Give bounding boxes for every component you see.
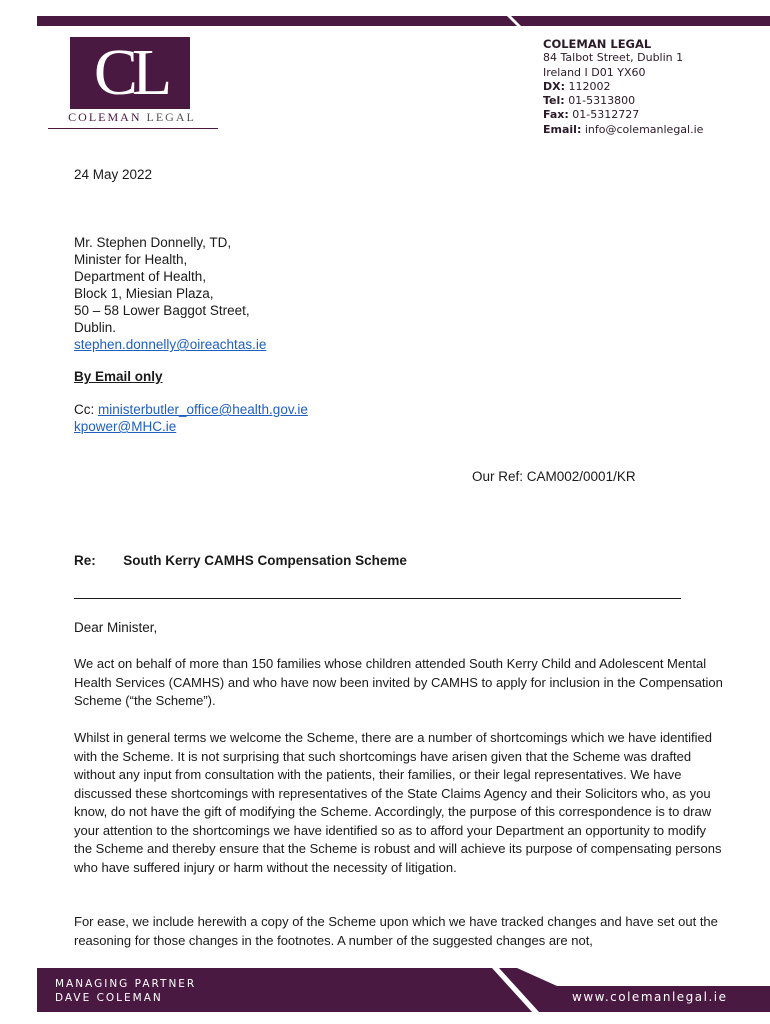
recipient-line: Dublin.: [74, 320, 117, 335]
salutation: Dear Minister,: [74, 620, 158, 635]
cc-label: Cc:: [74, 402, 95, 417]
body-paragraph: For ease, we include herewith a copy of the Scheme upon which we have tracked changes and have set out the reasoning for those changes in the footnotes. A number of the suggested changes are not,: [74, 914, 718, 948]
recipient-line: 50 – 58 Lower Baggot Street,: [74, 303, 250, 318]
recipient-line: Block 1, Miesian Plaza,: [74, 286, 214, 301]
footer-website[interactable]: www.colemanlegal.ie: [572, 990, 728, 1004]
email-label: Email:: [543, 122, 582, 136]
cc-email-link-1[interactable]: ministerbutler_office@health.gov.ie: [98, 402, 308, 417]
logo-monogram: CL: [70, 37, 190, 109]
subject-line: [74, 552, 407, 569]
subject-label: Re:: [74, 553, 96, 568]
email-line: [543, 123, 703, 137]
fax-line: [543, 108, 703, 122]
recipient-address: [74, 234, 266, 353]
logo-wordmark: [52, 110, 212, 125]
logo-wordmark-bold: COLEMAN: [68, 110, 142, 124]
cc-email-link-2[interactable]: kpower@MHC.ie: [74, 419, 177, 434]
subject-text: South Kerry CAMHS Compensation Scheme: [123, 553, 407, 568]
footer-partner-name: DAVE COLEMAN: [55, 992, 163, 1004]
address-line-1: 84 Talbot Street, Dublin 1: [543, 51, 684, 65]
letter-date: 24 May 2022: [74, 167, 153, 182]
header-bar: [37, 16, 770, 26]
recipient-line: Mr. Stephen Donnelly, TD,: [74, 235, 232, 250]
our-reference: Our Ref: CAM002/0001/KR: [472, 469, 636, 484]
dx-label: DX:: [543, 79, 566, 93]
firm-name: COLEMAN LEGAL: [543, 37, 652, 51]
logo-underline: [48, 128, 218, 129]
footer-partner-title: MANAGING PARTNER: [55, 978, 197, 990]
email-value: info@colemanlegal.ie: [584, 122, 704, 136]
tel-value: 01-5313800: [568, 94, 636, 108]
dx-line: [543, 80, 703, 94]
fax-label: Fax:: [543, 108, 569, 122]
dx-value: 112002: [568, 79, 611, 93]
fax-value: 01-5312727: [572, 108, 640, 122]
body-paragraph: We act on behalf of more than 150 families whose children attended South Kerry Child and Adolescent Mental Health Services (CAMHS) and who have now been invited by CAMHS to apply for inclusion in the Compensation Scheme (“the Scheme”).: [74, 656, 723, 708]
delivery-note: By Email only: [74, 369, 163, 384]
tel-label: Tel:: [543, 94, 565, 108]
address-line-2: Ireland I D01 YX60: [543, 65, 646, 79]
contact-block: [543, 37, 703, 137]
footer-partner: [55, 977, 196, 1005]
logo-wordmark-light: LEGAL: [146, 110, 196, 124]
body-paragraph: Whilst in general terms we welcome the Scheme, there are a number of shortcomings which we have identified with the Scheme. It is not surprising that such shortcomings have arisen given that the Scheme was drafted without any input from consultation with the patients, their families, or their legal representatives. We have discussed these shortcomings with representatives of the State Claims Agency and their Solicitors who, as you know, do not have the gift of modifying the Scheme. Accordingly, the purpose of this correspondence is to draw your attention to the shortcomings we have identified so as to afford your Department an opportunity to modify the Scheme and thereby ensure that the Scheme is robust and will achieve its purpose of compensating persons who have suffered injury or harm without the necessity of litigation.: [74, 730, 722, 875]
subject-divider: [74, 598, 681, 599]
recipient-email-link[interactable]: stephen.donnelly@oireachtas.ie: [74, 337, 267, 352]
recipient-line: Department of Health,: [74, 269, 207, 284]
tel-line: [543, 94, 703, 108]
cc-block: [74, 401, 308, 435]
recipient-line: Minister for Health,: [74, 252, 188, 267]
